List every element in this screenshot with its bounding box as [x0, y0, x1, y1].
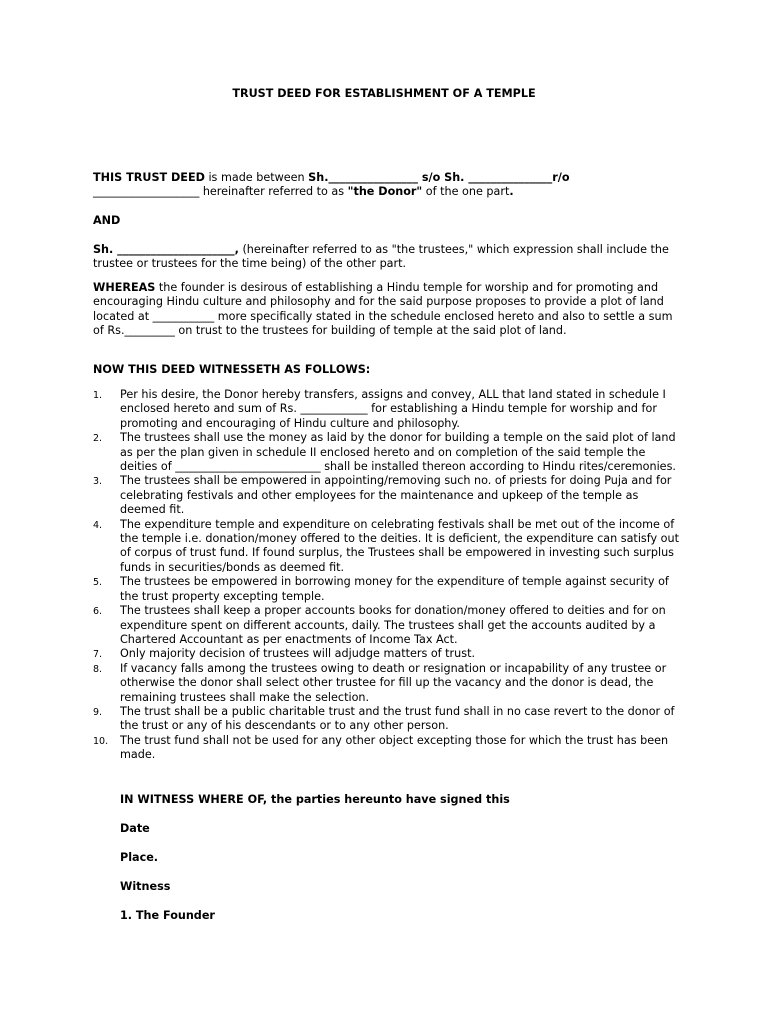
intro-text-2: ___________________ hereinafter referred to as: [93, 185, 348, 199]
witnesseth-heading: NOW THIS DEED WITNESSETH AS FOLLOWS:: [93, 363, 371, 376]
clause-text: Only majority decision of trustees will adjudge matters of trust.: [120, 647, 476, 661]
clause-text: The trust shall be a public charitable trust and the trust fund shall in no case revert to the donor of the trust or any of his descendants or to any other person.: [120, 704, 675, 733]
intro-text-1: is made between: [204, 171, 309, 184]
clause-text: The trustees shall keep a proper accounts books for donation/money offered to deities and for on expenditure spent on different accounts, daily. The trustees shall get the accounts audited by a Chartered Accountant as per enactments of Income Tax Act.: [120, 604, 666, 646]
intro-period: .: [509, 185, 514, 199]
clause-item: [93, 431, 683, 474]
trustees-name: Sh. _____________________,: [93, 243, 239, 256]
clause-item: [93, 705, 683, 734]
clause-number: 2.: [93, 433, 103, 445]
clause-item: [93, 734, 683, 763]
in-witness-line: IN WITNESS WHERE OF, the parties hereunto have signed this: [120, 793, 510, 806]
clause-number: 1.: [93, 390, 103, 401]
founder-label: 1. The Founder: [120, 909, 215, 922]
clause-number: 4.: [93, 519, 103, 531]
place-label: Place.: [120, 851, 159, 864]
trustees-paragraph: [93, 243, 683, 272]
whereas-text: the founder is desirous of establishing a Hindu temple for worship and for promoting and encouraging Hindu culture and philosophy and for the said purpose proposes to provide a plot of land located at ___________ more specifically stated in the schedule enclosed hereto and also to settle a sum of Rs._________ on trust to the trustees for building of temple at the said plot of land.: [93, 281, 673, 338]
clause-text: Per his desire, the Donor hereby transfers, assigns and convey, ALL that land stated in schedule I enclosed hereto and sum of Rs. ____________ for establishing a Hindu temple for worship and for promoting and encouraging of Hindu culture and philosophy.: [120, 388, 666, 430]
and-label: AND: [93, 214, 121, 227]
clause-number: 10.: [93, 735, 109, 747]
clause-item: [93, 388, 683, 431]
clause-item: [93, 604, 683, 647]
clause-number: 5.: [93, 577, 103, 589]
clause-text: The trust fund shall not be used for any other object excepting those for which the trust has been made.: [120, 733, 669, 762]
intro-paragraph: [93, 171, 683, 200]
intro-parties: Sh.________________ s/o Sh. _______________r/o: [308, 171, 570, 184]
clause-number: 7.: [93, 649, 103, 661]
intro-text-3: of the one part: [422, 185, 510, 199]
clauses-list: [93, 388, 683, 763]
clause-item: [93, 474, 683, 517]
page-title: TRUST DEED FOR ESTABLISHMENT OF A TEMPLE: [232, 87, 536, 100]
whereas-paragraph: [93, 281, 683, 339]
clause-text: The expenditure temple and expenditure on celebrating festivals shall be met out of the income of the temple i.e. donation/money offered to the deities. It is deficient, the expenditure can satisfy out of corpus of trust fund. If found surplus, the Trustees shall be empowered in investing such surplus funds in securities/bonds as deemed fit.: [120, 517, 679, 574]
clause-number: 8.: [93, 663, 103, 675]
clause-item: [93, 518, 683, 576]
whereas-lead: WHEREAS: [93, 281, 156, 294]
clause-text: The trustees shall use the money as laid by the donor for building a temple on the said plot of land as per the plan given in schedule II enclosed hereto and on completion of the said temple the deities of __________________________ shall be installed thereon according to Hindu rites/ceremonies.: [120, 431, 676, 474]
clause-item: [93, 575, 683, 604]
clause-text: The trustees shall be empowered in appointing/removing such no. of priests for doing Puja and for celebrating festivals and other employees for the maintenance and upkeep of the temple as deemed fit.: [120, 474, 672, 517]
trustees-text: (hereinafter referred to as "the trustees," which expression shall include the trustee or trustees for the time being) of the other part.: [93, 243, 669, 271]
clause-number: 3.: [93, 476, 103, 488]
clause-number: 6.: [93, 606, 103, 618]
clause-text: If vacancy falls among the trustees owing to death or resignation or incapability of any trustee or otherwise the donor shall select other trustee for fill up the vacancy and the donor is dead, the remaining trustees shall make the selection.: [120, 661, 667, 704]
intro-donor: "the Donor": [347, 185, 423, 199]
clause-item: [93, 662, 683, 705]
intro-lead: THIS TRUST DEED: [93, 171, 205, 184]
clause-number: 9.: [93, 706, 103, 718]
clause-text: The trustees be empowered in borrowing money for the expenditure of temple against security of the trust property excepting temple.: [120, 575, 669, 603]
date-label: Date: [120, 822, 150, 835]
clause-item: [93, 647, 683, 661]
witness-label: Witness: [120, 880, 171, 893]
